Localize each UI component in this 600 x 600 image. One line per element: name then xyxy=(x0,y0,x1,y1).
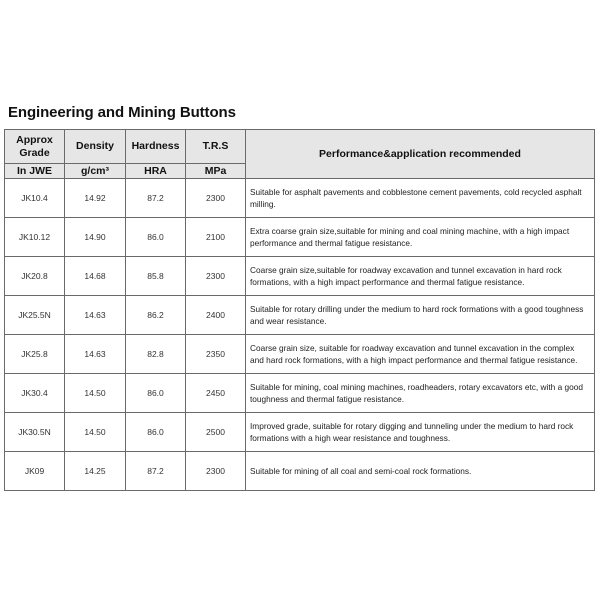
description-cell: Suitable for mining of all coal and semi-coal rock formations. xyxy=(246,452,595,491)
header-trs: T.R.S xyxy=(186,130,246,164)
hardness-cell: 82.8 xyxy=(126,335,186,374)
header-performance: Performance&application recommended xyxy=(246,130,595,179)
grades-table xyxy=(4,129,595,491)
header-row xyxy=(5,130,595,164)
unit-density: g/cm³ xyxy=(65,164,126,179)
hardness-cell: 87.2 xyxy=(126,452,186,491)
hardness-cell: 85.8 xyxy=(126,257,186,296)
table-row xyxy=(5,452,595,491)
grade-cell: JK10.12 xyxy=(5,218,65,257)
description-cell: Coarse grain size,suitable for roadway excavation and tunnel excavation in hard rock formations, with a high impact performance and thermal fatigue resistance. xyxy=(246,257,595,296)
trs-cell: 2100 xyxy=(186,218,246,257)
hardness-cell: 86.0 xyxy=(126,374,186,413)
density-cell: 14.90 xyxy=(65,218,126,257)
description-cell: Suitable for asphalt pavements and cobblestone cement pavements, cold recycled asphalt milling. xyxy=(246,179,595,218)
table-row xyxy=(5,218,595,257)
unit-hardness: HRA xyxy=(126,164,186,179)
trs-cell: 2350 xyxy=(186,335,246,374)
grade-cell: JK30.5N xyxy=(5,413,65,452)
description-cell: Suitable for rotary drilling under the medium to hard rock formations with a good toughness and wear resistance. xyxy=(246,296,595,335)
unit-trs: MPa xyxy=(186,164,246,179)
table-row xyxy=(5,257,595,296)
trs-cell: 2400 xyxy=(186,296,246,335)
grade-cell: JK25.8 xyxy=(5,335,65,374)
density-cell: 14.63 xyxy=(65,296,126,335)
hardness-cell: 86.2 xyxy=(126,296,186,335)
trs-cell: 2500 xyxy=(186,413,246,452)
hardness-cell: 86.0 xyxy=(126,413,186,452)
page-title: Engineering and Mining Buttons xyxy=(8,104,236,121)
table-row xyxy=(5,374,595,413)
header-grade: Approx Grade xyxy=(5,130,65,164)
density-cell: 14.68 xyxy=(65,257,126,296)
hardness-cell: 87.2 xyxy=(126,179,186,218)
description-cell: Extra coarse grain size,suitable for mining and coal mining machine, with a high impact performance and thermal fatigue resistance. xyxy=(246,218,595,257)
table-row xyxy=(5,413,595,452)
table-row xyxy=(5,179,595,218)
table-row xyxy=(5,335,595,374)
density-cell: 14.50 xyxy=(65,374,126,413)
trs-cell: 2300 xyxy=(186,257,246,296)
density-cell: 14.92 xyxy=(65,179,126,218)
grade-cell: JK30.4 xyxy=(5,374,65,413)
header-hardness: Hardness xyxy=(126,130,186,164)
table-row xyxy=(5,296,595,335)
description-cell: Coarse grain size, suitable for roadway excavation and tunnel excavation in the complex and hard rock formations, with a high impact performance and thermal fatigue resistance. xyxy=(246,335,595,374)
trs-cell: 2300 xyxy=(186,452,246,491)
grade-cell: JK20.8 xyxy=(5,257,65,296)
hardness-cell: 86.0 xyxy=(126,218,186,257)
grade-cell: JK25.5N xyxy=(5,296,65,335)
trs-cell: 2450 xyxy=(186,374,246,413)
header-density: Density xyxy=(65,130,126,164)
grade-cell: JK09 xyxy=(5,452,65,491)
grade-cell: JK10.4 xyxy=(5,179,65,218)
density-cell: 14.63 xyxy=(65,335,126,374)
density-cell: 14.50 xyxy=(65,413,126,452)
unit-grade: In JWE xyxy=(5,164,65,179)
density-cell: 14.25 xyxy=(65,452,126,491)
description-cell: Suitable for mining, coal mining machines, roadheaders, rotary excavators etc, with a good toughness and thermal fatigue resistance. xyxy=(246,374,595,413)
trs-cell: 2300 xyxy=(186,179,246,218)
description-cell: Improved grade, suitable for rotary digging and tunneling under the medium to hard rock formations with a high wear resistance and toughness. xyxy=(246,413,595,452)
